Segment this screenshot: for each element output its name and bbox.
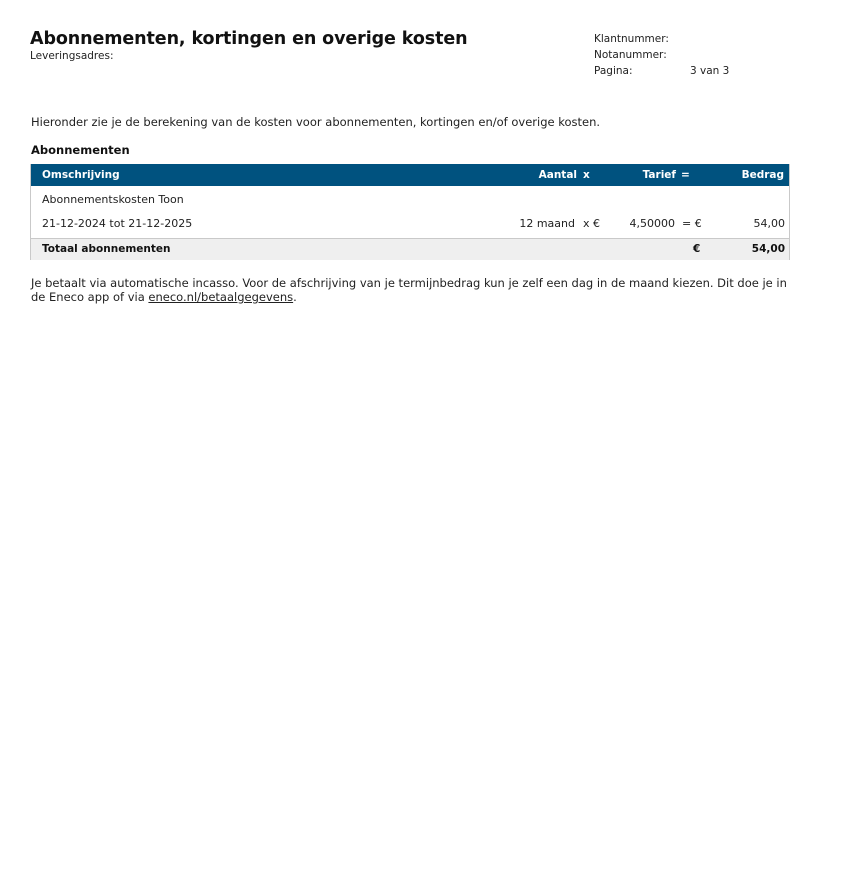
subscriptions-table bbox=[30, 164, 790, 260]
page-title: Abonnementen, kortingen en overige kosten bbox=[30, 29, 468, 49]
payment-note-text: Je betaalt via automatische incasso. Voor de afschrijving van je termijnbedrag kun je zelf een dag in de maand kiezen. Dit doe je in de Eneco app of via bbox=[31, 276, 787, 304]
row-bedrag: 54,00 bbox=[753, 217, 785, 230]
leveringsadres-label: Leveringsadres: bbox=[30, 50, 114, 62]
invoice-meta bbox=[594, 31, 729, 79]
meta-klantnummer bbox=[594, 31, 729, 47]
total-currency: € bbox=[693, 243, 701, 255]
meta-value: 3 van 3 bbox=[690, 65, 730, 77]
row-x-euro: x € bbox=[583, 217, 601, 230]
payment-note bbox=[31, 276, 791, 304]
header-bedrag: Bedrag bbox=[741, 169, 784, 181]
header-tarief-operator: = bbox=[681, 169, 690, 181]
meta-label: Klantnummer: bbox=[594, 33, 669, 45]
header-omschrijving: Omschrijving bbox=[42, 169, 120, 181]
row-eq-euro: = € bbox=[682, 217, 702, 230]
total-amount: 54,00 bbox=[751, 243, 785, 255]
meta-pagina bbox=[594, 63, 729, 79]
total-row bbox=[31, 238, 789, 260]
header-aantal: Aantal bbox=[538, 169, 577, 181]
row-aantal: 12 maand bbox=[519, 217, 575, 230]
header-aantal-operator: x bbox=[583, 169, 590, 181]
meta-label: Pagina: bbox=[594, 65, 633, 77]
table-header bbox=[31, 164, 789, 186]
section-title: Abonnementen bbox=[31, 143, 130, 157]
item-title: Abonnementskosten Toon bbox=[42, 193, 184, 206]
intro-text: Hieronder zie je de berekening van de kosten voor abonnementen, kortingen en/of overige kosten. bbox=[31, 115, 601, 129]
payment-note-end: . bbox=[293, 290, 297, 304]
total-label: Totaal abonnementen bbox=[42, 243, 171, 255]
meta-label: Notanummer: bbox=[594, 49, 667, 61]
header-tarief: Tarief bbox=[642, 169, 676, 181]
row-tarief: 4,50000 bbox=[629, 217, 675, 230]
row-period: 21-12-2024 tot 21-12-2025 bbox=[42, 217, 193, 230]
meta-notanummer bbox=[594, 47, 729, 63]
betaalgegevens-link[interactable]: eneco.nl/betaalgegevens bbox=[148, 290, 294, 304]
